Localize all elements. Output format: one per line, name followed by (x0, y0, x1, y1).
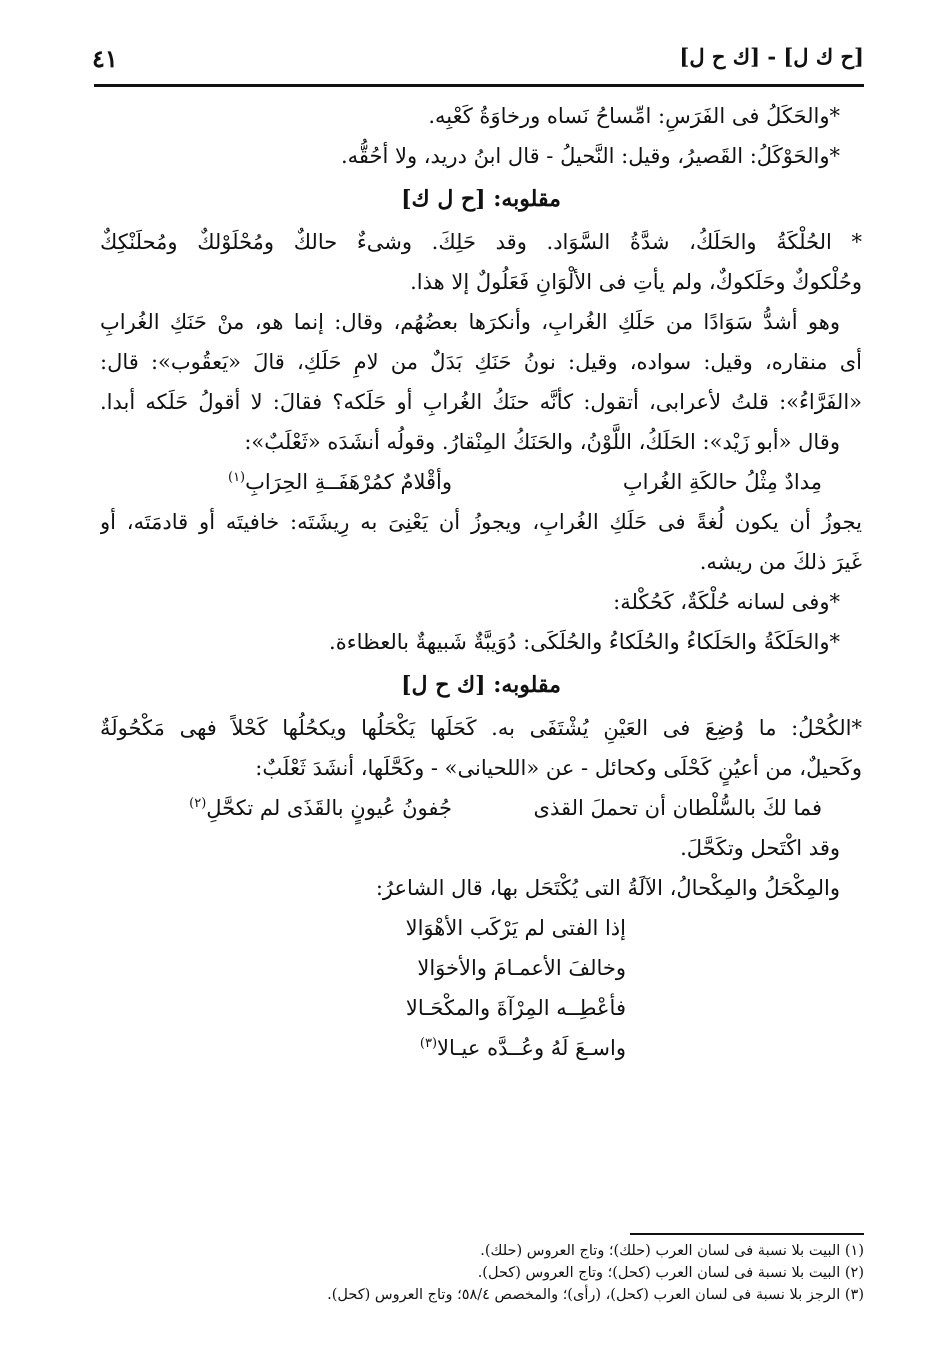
paragraph-kuhl-line-2: وكَحيلٌ، من أعيُنٍ كَحْلَى وكحائل - عن «اللحيانى» - وكَحَّلَها، أنشَدَ ثَعْلَبٌ: (255, 756, 862, 780)
verse-2-second-hemistich (189, 788, 452, 828)
paragraph-halaka: *والحَلَكَةُ والحَلَكاءُ والحُلَكاءُ والحُلَكَى: دُوَيبَّةٌ شَبيهةٌ بالعظاءة. (329, 630, 840, 654)
footnote-3: (٣) الرجز بلا نسبة فى لسان العرب (كحل)، (رأى)؛ والمخصص ٥٨/٤؛ وتاج العروس (كحل). (327, 1287, 864, 1303)
section-heading-khl: مقلوبه: [ك ح ل] (401, 672, 561, 698)
footnotes (102, 1240, 864, 1306)
verse-line-1 (100, 462, 862, 502)
footnote-2: (٢) البيت بلا نسبة فى لسان العرب (كحل)؛ وتاج العروس (كحل). (477, 1265, 864, 1281)
main-text (100, 96, 862, 1068)
verse-1-second-text: وأقْلامٌ كمُرْهَفَــةِ الحِرَابِ (245, 470, 452, 494)
rajaz-line-2: وخالفَ الأعمـامَ والأخوَالا (417, 956, 626, 980)
verse-line-2 (100, 788, 862, 828)
paragraph-mikhal: والمِكْحَلُ والمِكْحالُ، الآلَةُ التى يُكْتَحَل بها، قال الشاعرُ: (375, 876, 840, 900)
verse-1-first-hemistich: مِدادٌ مِثْلُ حالكَةِ الغُرابِ (622, 470, 822, 494)
paragraph-hawkal: *والحَوْكَلُ: القَصيرُ، وقيل: النَّحيلُ - قال ابنُ دريد، ولا أحُقُّه. (340, 144, 840, 168)
paragraph-hakal-horse: *والحَكَلُ فى الفَرَسِ: امِّساحُ نَساه ورخاوَةُ كَعْبِه. (428, 104, 840, 128)
paragraph-abu-zayd: وقال «أبو زَيْد»: الحَلَكُ، اللَّوْنُ، والحَنَكُ المِنْقارُ. وقولُه أنشَدَه «ثَعْلَبٌ»: (244, 430, 840, 454)
rajaz-line-1: إذا الفتى لم يَرْكَب الأهْوَالا (405, 916, 626, 940)
header-divider (94, 84, 864, 87)
page-header (92, 40, 864, 80)
footnote-divider (630, 1233, 864, 1235)
page-number: ٤١ (92, 44, 118, 73)
paragraph-hulka-line-2: وحُلْكوكٌ وحَلَكوكٌ، ولم يأتِ فى الألْوَانِ فَعَلُولٌ إلا هذا. (410, 270, 862, 294)
verse-2-second-text: جُفونُ عُيونٍ بالقَذَى لم تكحَّلِ (206, 796, 452, 820)
paragraph-hulka-line-1: * الحُلْكَةُ والحَلَكُ، شدَّةُ السَّوَاد. وقد حَلِكَ. وشىءٌ حالكٌ ومُحْلَوْلكٌ ومُحلَنْكِكٌ (100, 230, 862, 254)
footnote-marker-2: (٢) (189, 796, 207, 811)
rajaz-line-4-text: واسـعَ لَهُ وعُــدَّه عيـالا (437, 1036, 626, 1060)
section-heading-hlk: مقلوبه: [ح ل ك] (401, 186, 561, 212)
verse-2-first-hemistich: فما لكَ بالسُّلْطان أن تحملَ القذى (533, 796, 822, 820)
paragraph-iktahal: وقد اكْتَحل وتكَحَّلَ. (680, 836, 840, 860)
paragraph-ghurab-line-3: «الفَرَّاءُ»: قلتُ لأعرابى، أتقول: كأنَّه حنَكُ الغُرابِ أو حَلَكه؟ فقالَ: لا أقولُ حَلَكه أبدا. (100, 390, 862, 414)
paragraph-lisan: *وفى لسانه حُلْكَةٌ، كَحُكْلة: (613, 590, 840, 614)
paragraph-ghurab-line-2: أى منقاره، وقيل: سواده، وقيل: نونُ حَنَكِ بَدَلٌ من لامِ حَلَكِ، قالَ «يَعقُوب»: قال: (100, 350, 862, 374)
paragraph-yajuz-line-2: غَيرَ ذلكَ من ريشه. (699, 550, 862, 574)
rajaz-line-3: فأعْطِــه المِرْآةَ والمكْحَـالا (405, 996, 626, 1020)
footnote-marker-1: (١) (227, 470, 246, 485)
header-root-title: [ح ك ل] - [ك ح ل] (679, 44, 864, 69)
footnote-1: (١) البيت بلا نسبة فى لسان العرب (حلك)؛ وتاج العروس (حلك). (480, 1243, 864, 1259)
paragraph-ghurab-line-1: وهو أشدُّ سَوَادًا من حَلَكِ الغُرابِ، وأنكرَها بعضُهُم، وقال: إنما هو، منْ حَنَكِ الغُرابِ (100, 310, 840, 334)
footnote-marker-3: (٣) (419, 1036, 438, 1051)
paragraph-yajuz-line-1: يجوزُ أن يكون لُغةً فى حَلَكِ الغُرابِ، ويجوزُ أن يَعْنِىَ به رِيشَتَه: خافيتَه أو قادمَتَه، أو (100, 510, 862, 534)
rajaz-line-4 (100, 1028, 862, 1068)
verse-1-second-hemistich (228, 462, 452, 502)
paragraph-kuhl-line-1: *الكُحْلُ: ما وُضِعَ فى العَيْنِ يُشْتَفَى به. كَحَلَها يَكْحَلُها ويكحُلُها كَحْلاً فهى مَكْحُولَةٌ (100, 716, 862, 740)
